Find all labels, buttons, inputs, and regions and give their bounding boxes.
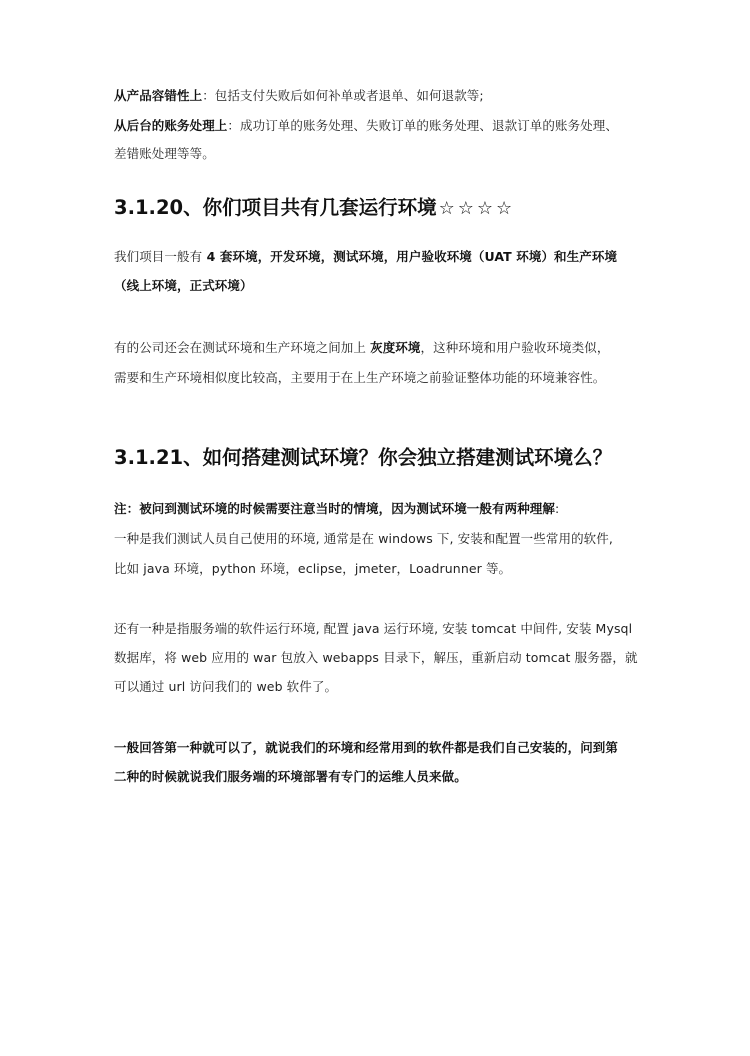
paragraph-gray-env-line1	[114, 338, 644, 358]
bold-text: 4 套环境，开发环境，测试环境，用户验收环境（UAT 环境）和生产环境	[202, 249, 618, 264]
paragraph-gray-env-line2: 需要和生产环境相似度比较高，主要用于在上生产环境之前验证整体功能的环境兼容性。	[114, 370, 606, 385]
paragraph-server-env-line1: 还有一种是指服务端的软件运行环境, 配置 java 运行环境, 安装 tomcat 中间件, 安装 Mysql	[114, 621, 633, 636]
paragraph-note-line3: 比如 java 环境，python 环境，eclipse，jmeter，Loadrunner 等。	[114, 561, 512, 576]
text: ，这种环境和用户验收环境类似，	[420, 340, 610, 355]
paragraph-note-line1	[114, 499, 644, 519]
bold-lead: 从产品容错性上	[114, 88, 203, 103]
paragraph-answer-line2: 二种的时候就说我们服务端的环境部署有专门的运维人员来做。	[114, 769, 467, 784]
paragraph-environments-line2: （线上环境，正式环境）	[114, 278, 253, 293]
section-heading-3-1-20	[114, 193, 674, 224]
paragraph-note-line2: 一种是我们测试人员自己使用的环境, 通常是在 windows 下, 安装和配置一些常用的软件,	[114, 531, 613, 546]
paragraph-server-env-line2: 数据库，将 web 应用的 war 包放入 webapps 目录下，解压，重新启动 tomcat 服务器，就	[114, 650, 638, 665]
text: :	[555, 501, 560, 516]
paragraph-backend-accounting-line2: 差错账处理等等。	[114, 146, 215, 161]
section-heading-3-1-21: 3.1.21、如何搭建测试环境？你会独立搭建测试环境么？	[114, 446, 613, 469]
paragraph-environments-line1	[114, 247, 644, 267]
text: ：成功订单的账务处理、失败订单的账务处理、退款订单的账务处理、	[227, 118, 619, 133]
bold-lead: 从后台的账务处理上	[114, 118, 228, 133]
paragraph-server-env-line3: 可以通过 url 访问我们的 web 软件了。	[114, 679, 338, 694]
paragraph-product-fault-tolerance	[114, 86, 644, 106]
bold-text: 灰度环境	[370, 340, 421, 355]
star-rating: ☆☆☆☆	[438, 198, 516, 219]
bold-note: 注：被问到测试环境的时候需要注意当时的情境，因为测试环境一般有两种理解	[114, 501, 556, 516]
text: ：包括支付失败后如何补单或者退单、如何退款等;	[202, 88, 484, 103]
heading-text: 3.1.20、你们项目共有几套运行环境	[114, 196, 437, 219]
paragraph-answer-line1: 一般回答第一种就可以了，就说我们的环境和经常用到的软件都是我们自己安装的，问到第	[114, 740, 619, 755]
text: 有的公司还会在测试环境和生产环境之间加上	[114, 340, 367, 355]
paragraph-backend-accounting-line1	[114, 116, 644, 136]
text: 我们项目一般有	[114, 249, 203, 264]
